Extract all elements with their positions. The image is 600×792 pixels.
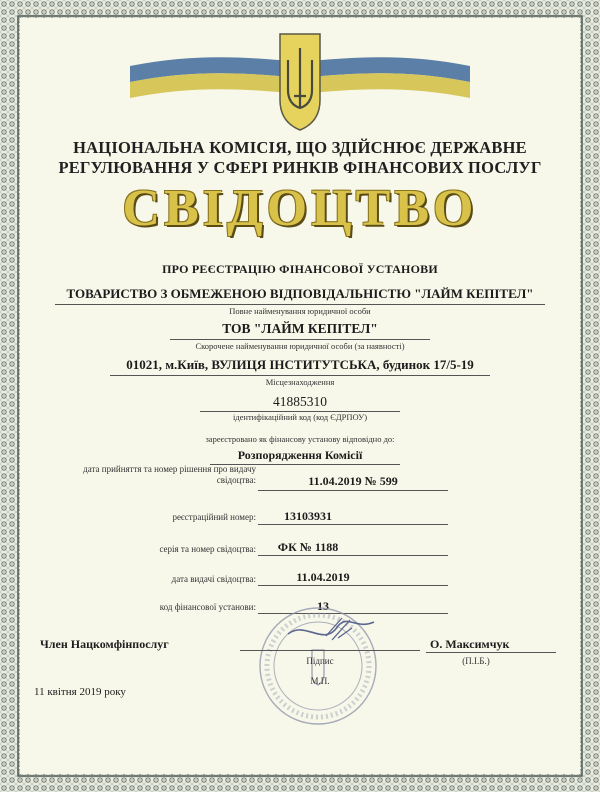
short-name-underline xyxy=(170,339,430,340)
address-value: 01021, м.Київ, ВУЛИЦЯ ІНСТИТУТСЬКА, будинок 17/5-19 xyxy=(126,357,474,372)
series-underline xyxy=(258,555,448,556)
signature-caption: Підпис xyxy=(306,656,334,666)
authority-line-2: РЕГУЛЮВАННЯ У СФЕРІ РИНКІВ ФІНАНСОВИХ ПОСЛУГ xyxy=(58,158,542,177)
full-name-caption: Повне найменування юридичної особи xyxy=(229,306,371,316)
edrpou-caption: ідентифікаційний код (код ЄДРПОУ) xyxy=(232,412,368,422)
decision-underline xyxy=(258,490,448,491)
issuing-authority xyxy=(40,138,560,178)
short-name-value: ТОВ "ЛАЙМ КЕПІТЕЛ" xyxy=(222,321,378,336)
issue-date-line: 11 квітня 2019 року xyxy=(34,686,126,698)
full-name-value: ТОВАРИСТВО З ОБМЕЖЕНОЮ ВІДПОВІДАЛЬНІСТЮ "ЛАЙМ КЕПІТЕЛ" xyxy=(66,286,534,301)
flag-ribbon xyxy=(130,26,470,138)
edrpou-code-value: 41885310 xyxy=(273,394,327,409)
address-caption: Місцезнаходження xyxy=(265,377,335,387)
signatory-caption: (П.І.Б.) xyxy=(462,656,490,666)
authority-line-1: НАЦІОНАЛЬНА КОМІСІЯ, ЩО ЗДІЙСНЮЄ ДЕРЖАВНЕ xyxy=(73,138,527,157)
member-title: Член Нацкомфінпослуг xyxy=(40,637,169,651)
decision-label-line-1: дата прийняття та номер рішення про видачу xyxy=(83,464,256,474)
registered-basis-value: Розпорядження Комісії xyxy=(237,448,363,462)
reg-number-value: 13103931 xyxy=(284,509,332,523)
stamp-caption: М.П. xyxy=(310,676,330,686)
trident-icon xyxy=(280,34,320,130)
certificate-subtitle: ПРО РЕЄСТРАЦІЮ ФІНАНСОВОЇ УСТАНОВИ xyxy=(162,262,438,276)
full-name-underline xyxy=(55,304,545,305)
series-label: серія та номер свідоцтва: xyxy=(159,544,256,554)
signatory-name: О. Максимчук xyxy=(430,637,510,651)
short-name-caption: Скорочене найменування юридичної особи (за наявності) xyxy=(195,341,405,351)
issue-date-label: дата видачі свідоцтва: xyxy=(171,574,256,584)
reg-number-underline xyxy=(258,524,448,525)
decision-label xyxy=(20,464,256,486)
certificate-title: СВІДОЦТВО xyxy=(122,180,478,237)
address-underline xyxy=(110,375,490,376)
decision-value: 11.04.2019 № 599 xyxy=(308,474,398,488)
issue-date-underline xyxy=(258,585,448,586)
institution-code-value: 13 xyxy=(317,599,329,613)
registered-text: зареєстровано як фінансову установу відповідно до: xyxy=(205,434,395,444)
signature-underline xyxy=(240,650,420,651)
decision-label-line-2: свідоцтва: xyxy=(216,475,256,485)
series-value: ФК № 1188 xyxy=(277,540,339,554)
institution-code-label: код фінансової установи: xyxy=(159,602,256,612)
issue-date-value: 11.04.2019 xyxy=(296,570,350,584)
reg-number-label: реєстраційний номер: xyxy=(172,512,256,522)
signatory-underline xyxy=(426,652,556,653)
